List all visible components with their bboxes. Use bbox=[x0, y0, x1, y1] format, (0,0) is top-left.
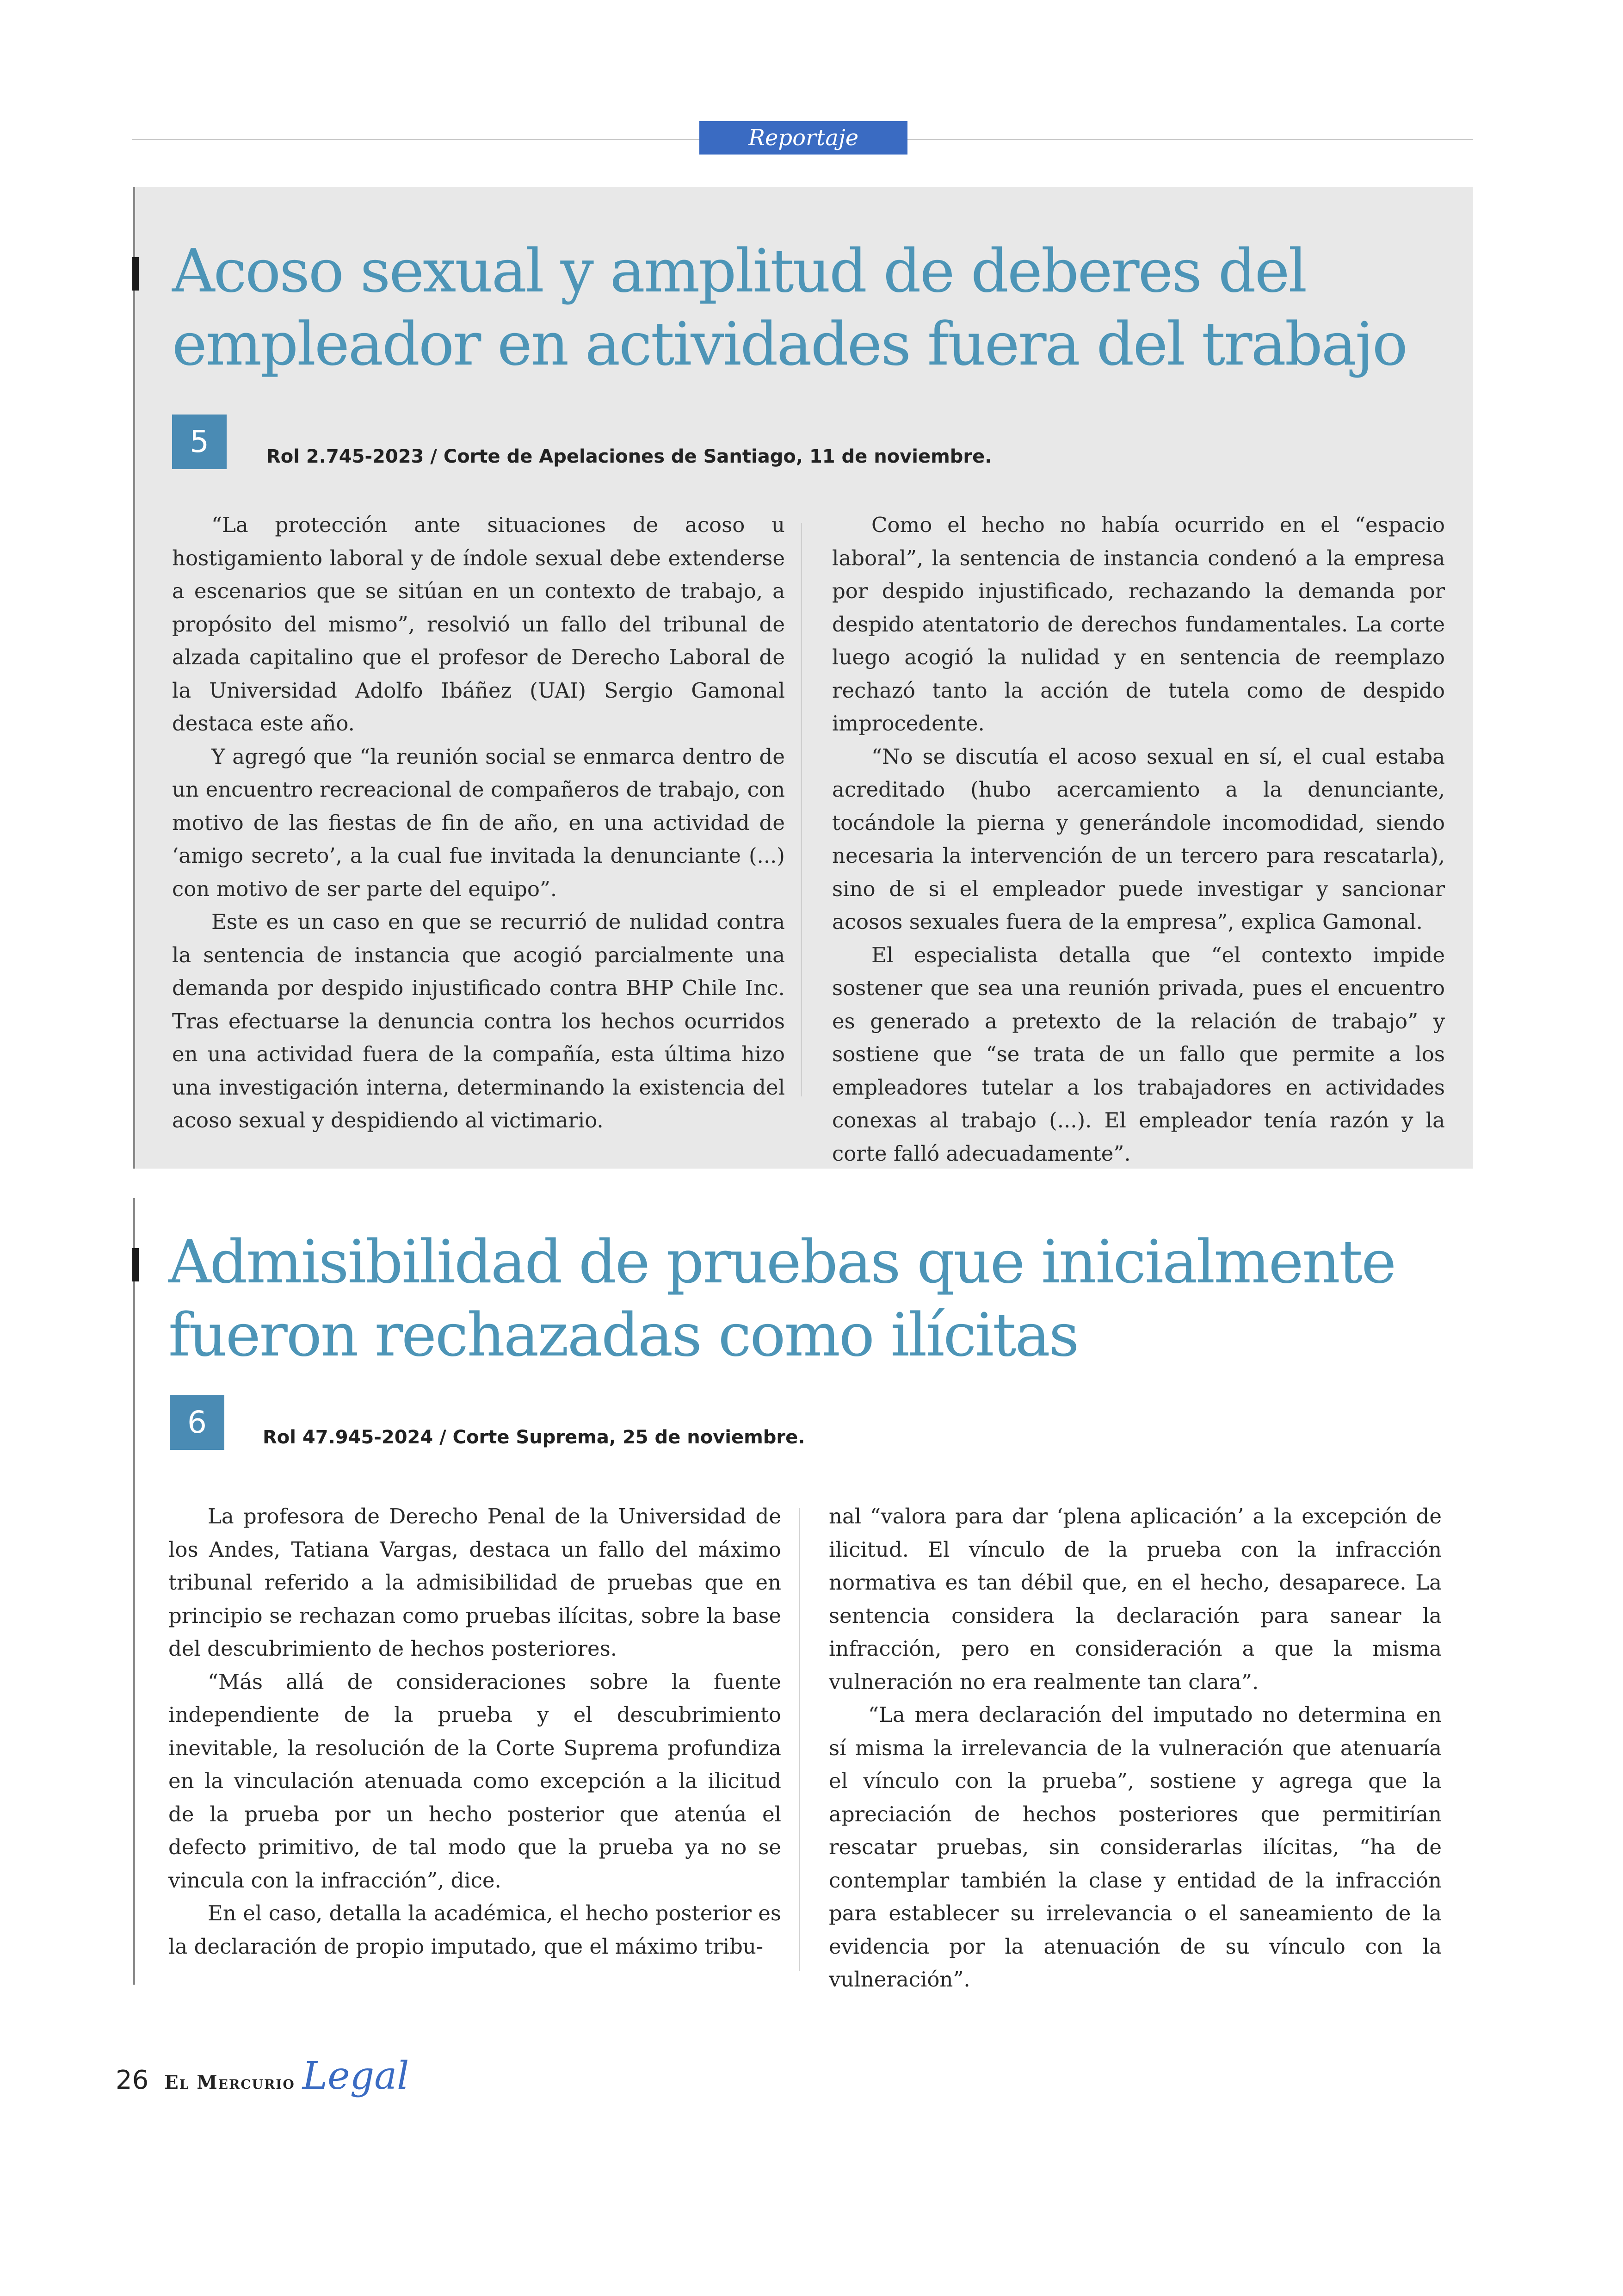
left-rule-article-6 bbox=[133, 1198, 135, 1985]
paragraph: En el caso, detalla la académica, el hecho posterior es la declaración de propio imputado, que el máximo tribu- bbox=[168, 1901, 781, 1959]
title-line: fueron rechazadas como ilícitas bbox=[168, 1301, 1078, 1370]
page-number: 26 bbox=[116, 2065, 149, 2095]
title-line: Acoso sexual y amplitud de deberes del bbox=[172, 237, 1306, 306]
article-6-column-1 bbox=[168, 1500, 781, 1963]
article-5-column-2 bbox=[832, 508, 1445, 1170]
title-marker bbox=[132, 257, 139, 291]
article-number-badge: 6 bbox=[170, 1395, 224, 1450]
article-5-title bbox=[172, 235, 1407, 381]
article-5-column-1 bbox=[172, 508, 785, 1137]
article-number-badge: 5 bbox=[172, 415, 227, 469]
paragraph: nal “valora para dar ‘plena aplicación’ a la excepción de ilicitud. El vínculo de la prueba con la infracción normativa es tan débil que, en el hecho, desaparece. La sentencia considera la declaración para sanear la infracción, pero en consideración a que la misma vulneración no era realmente tan clara”. bbox=[829, 1504, 1442, 1694]
paragraph: La profesora de Derecho Penal de la Universidad de los Andes, Tatiana Vargas, destaca un fallo del máximo tribunal referido a la admisibilidad de pruebas que en principio se rechazan como pruebas ilícitas, sobre la base del descubrimiento de hechos posteriores. bbox=[168, 1504, 781, 1661]
paragraph: Este es un caso en que se recurrió de nulidad contra la sentencia de instancia que acogió parcialmente una demanda por despido injustificado contra BHP Chile Inc. Tras efectuarse la denuncia contra los hechos ocurridos en una actividad fuera de la compañía, esta última hizo una investigación interna, determinando la existencia del acoso sexual y despidiendo al victimario. bbox=[172, 910, 785, 1133]
column-divider bbox=[801, 523, 802, 1096]
publication-name: El Mercurio bbox=[164, 2072, 295, 2093]
paragraph: El especialista detalla que “el contexto impide sostener que sea una reunión privada, pues el encuentro es generado a pretexto de la relación de trabajo” y sostiene que “se trata de un fallo que permite a los empleadores tutelar a los trabajadores en actividades conexas al trabajo (...). El empleador tenía razón y la corte falló adecuadamente”. bbox=[832, 942, 1445, 1166]
paragraph: “No se discutía el acoso sexual en sí, el cual estaba acreditado (hubo acercamiento a la denunciante, tocándole la pierna y generándole incomodidad, siendo necesaria la intervención de un tercero para rescatarla), sino de si el empleador puede investigar y sancionar acosos sexuales fuera de la empresa”, explica Gamonal. bbox=[832, 744, 1445, 934]
paragraph: “La mera declaración del imputado no determina en sí misma la irrelevancia de la vulneración que atenuaría el vínculo con la prueba”, sostiene y agrega que la apreciación de hechos posteriores que permitirían rescatar pruebas, sin considerarlas ilícitas, “ha de contemplar también la clase y entidad de la infracción para establecer su irrelevancia o el saneamiento de la evidencia por la atenuación de su vínculo con la vulneración”. bbox=[829, 1702, 1442, 1992]
page-footer bbox=[116, 2054, 409, 2098]
case-reference: Rol 2.745-2023 / Corte de Apelaciones de Santiago, 11 de noviembre. bbox=[266, 446, 992, 467]
column-divider bbox=[799, 1508, 800, 1971]
paragraph: “La protección ante situaciones de acoso u hostigamiento laboral y de índole sexual debe extenderse a escenarios que se sitúan en un contexto de trabajo, a propósito del mismo”, resolvió un fallo del tribunal de alzada capitalino que el profesor de Derecho Laboral de la Universidad Adolfo Ibáñez (UAI) Sergio Gamonal destaca este año. bbox=[172, 513, 785, 736]
publication-section: Legal bbox=[302, 2054, 409, 2098]
title-line: Admisibilidad de pruebas que inicialmente bbox=[168, 1228, 1395, 1297]
title-marker bbox=[132, 1248, 139, 1281]
title-line: empleador en actividades fuera del trabajo bbox=[172, 310, 1407, 379]
article-6-title bbox=[168, 1226, 1395, 1372]
case-reference: Rol 47.945-2024 / Corte Suprema, 25 de noviembre. bbox=[263, 1427, 805, 1448]
paragraph: Y agregó que “la reunión social se enmarca dentro de un encuentro recreacional de compañeros de trabajo, con motivo de las fiestas de fin de año, en una actividad de ‘amigo secreto’, a la cual fue invitada la denunciante (...) con motivo de ser parte del equipo”. bbox=[172, 744, 785, 901]
paragraph: Como el hecho no había ocurrido en el “espacio laboral”, la sentencia de instancia condenó a la empresa por despido injustificado, rechazando la demanda por despido atentatorio de derechos fundamentales. La corte luego acogió la nulidad y en sentencia de reemplazo rechazó tanto la acción de tutela como de despido improcedente. bbox=[832, 513, 1445, 736]
article-6-column-2 bbox=[829, 1500, 1442, 1996]
paragraph: “Más allá de consideraciones sobre la fuente independiente de la prueba y el descubrimiento inevitable, la resolución de la Corte Suprema profundiza en la vinculación atenuada como excepción a la ilicitud de la prueba por un hecho posterior que atenúa el defecto primitivo, de tal modo que la prueba ya no se vincula con la infracción”, dice. bbox=[168, 1669, 781, 1893]
section-tag: Reportaje bbox=[699, 121, 907, 155]
